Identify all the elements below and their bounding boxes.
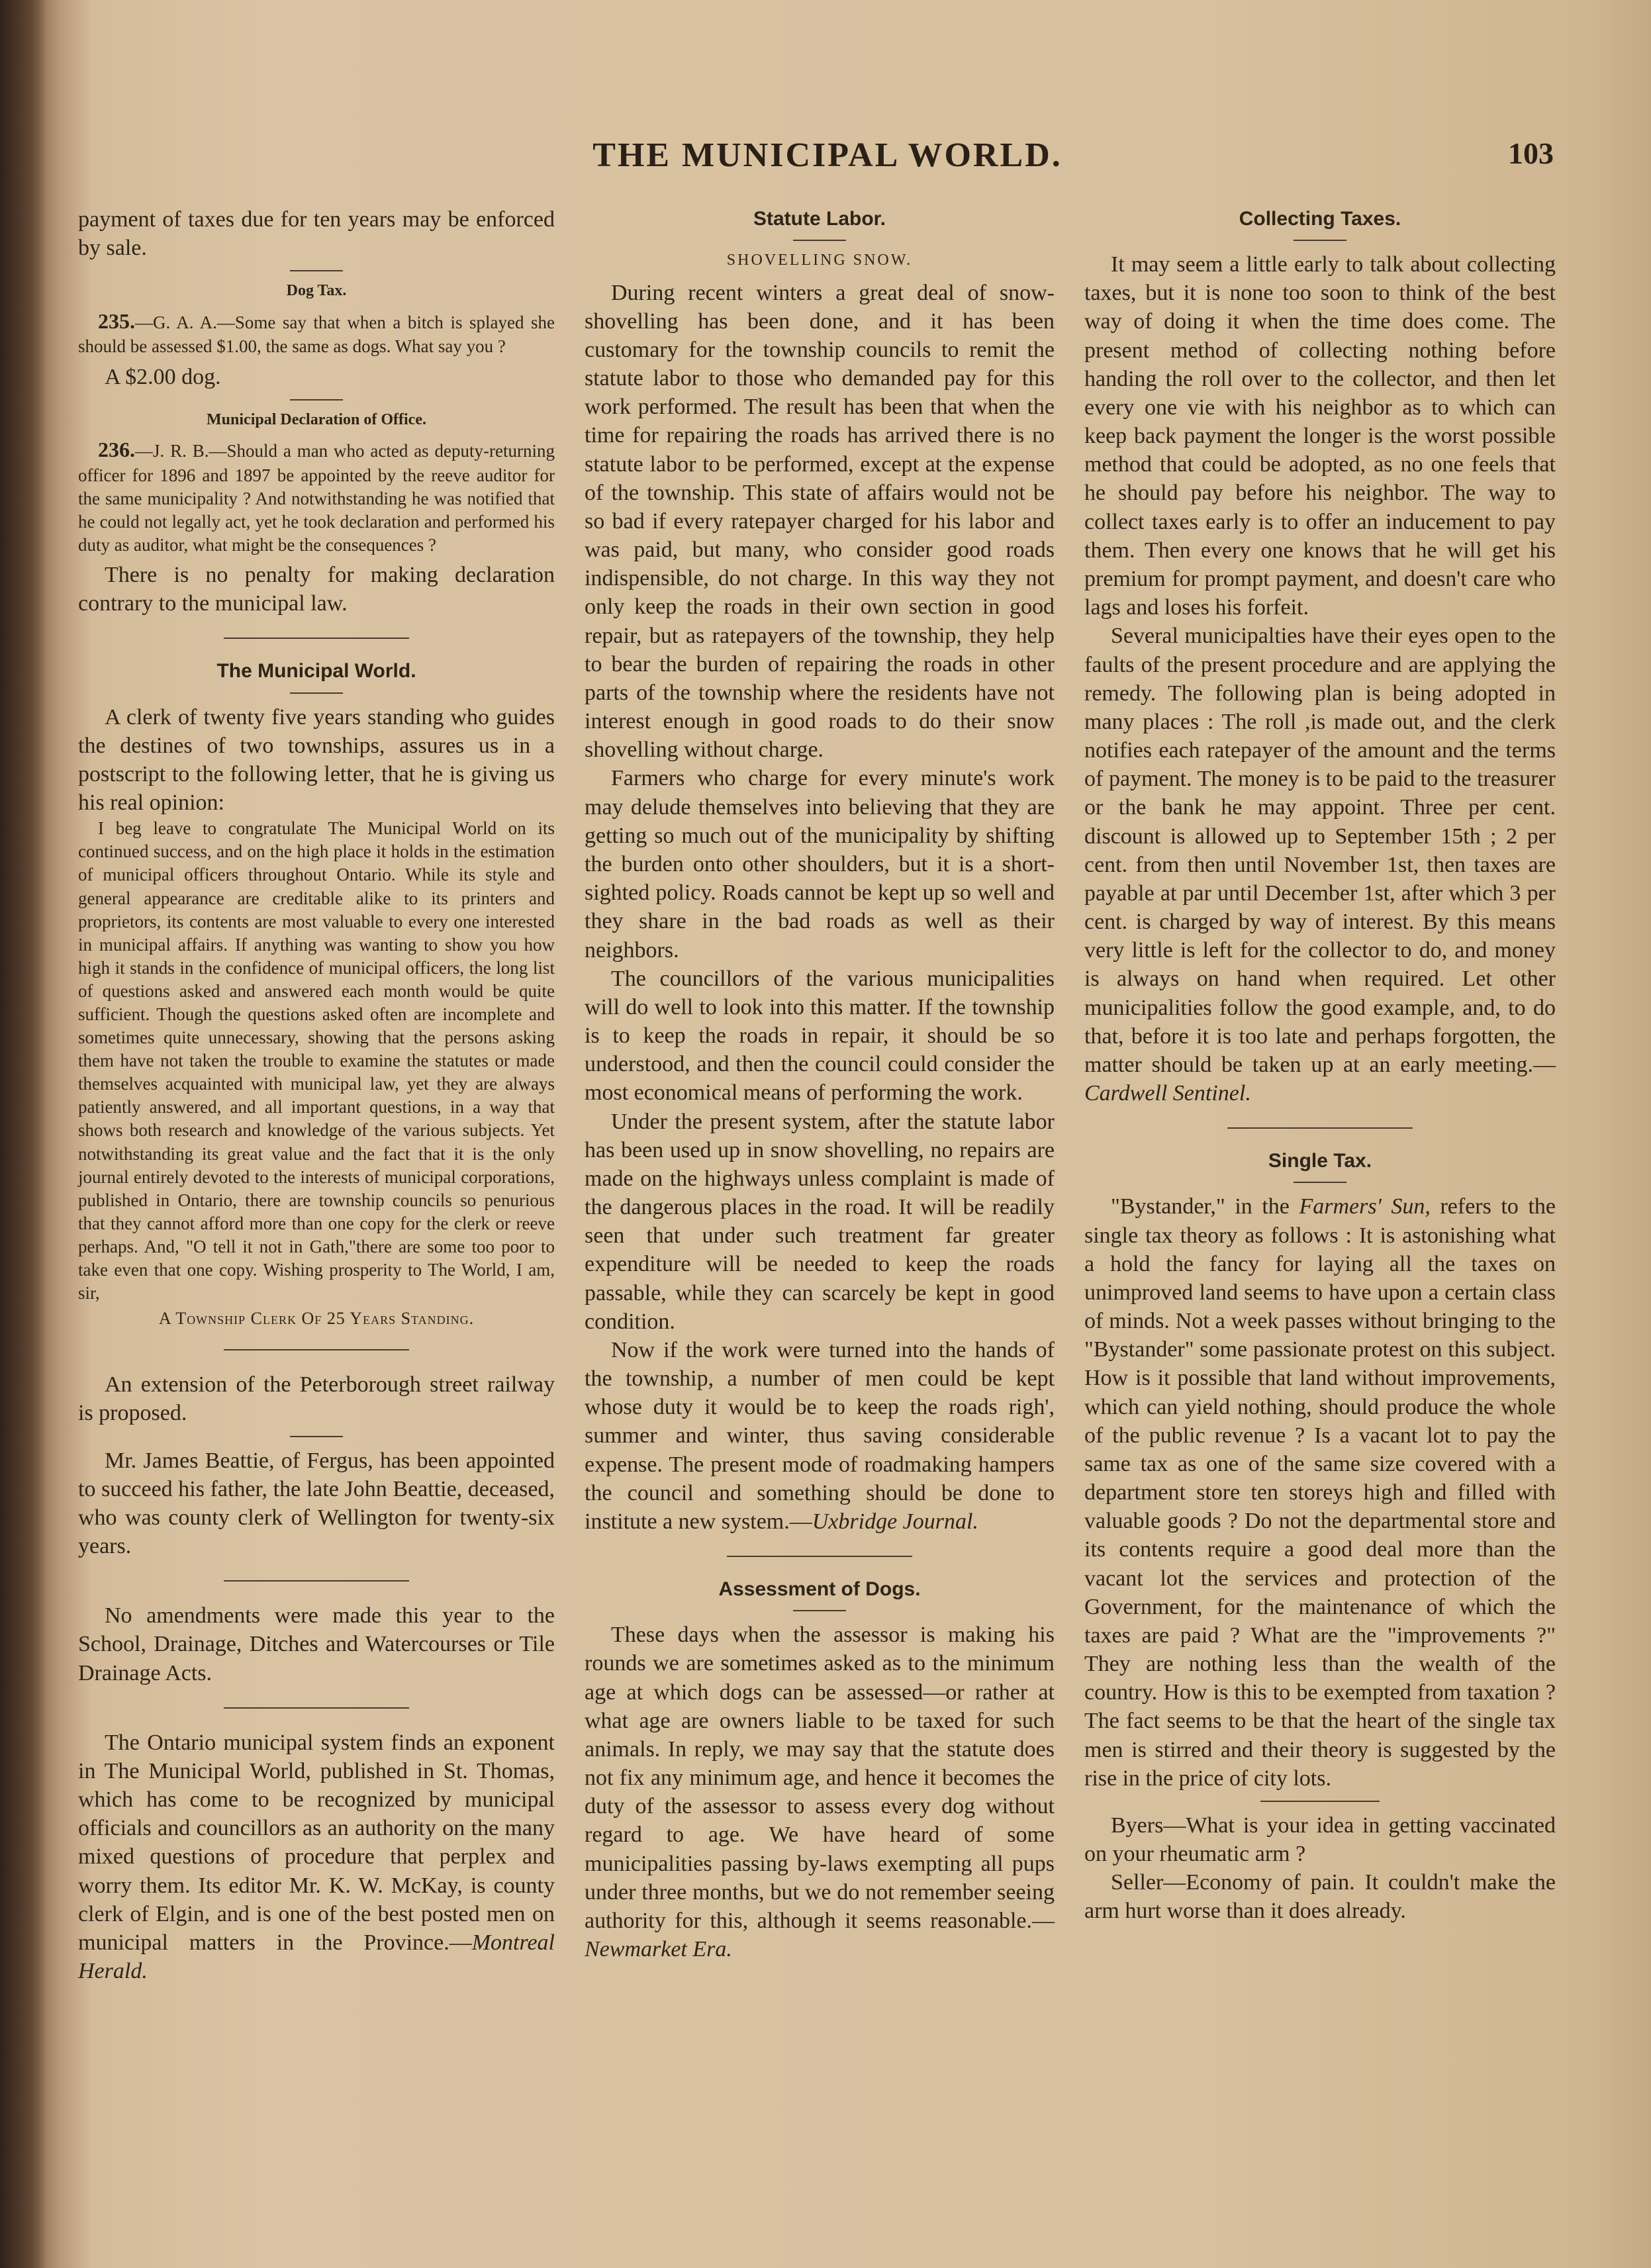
subheading-shovelling-snow: SHOVELLING SNOW. (726, 252, 913, 269)
divider (1294, 1182, 1346, 1183)
divider-long (727, 1556, 912, 1557)
paragraph-beattie: Mr. James Beattie, of Fergus, has been appointed to succeed his father, the late John Beattie, deceased, who was county clerk of Wellington for twenty-six years. (78, 1448, 555, 1559)
column-2 (585, 205, 1055, 1963)
paragraph-ontario-system (78, 1728, 555, 1986)
joke-line-1: Byers—What is your idea in getting vaccinated on your rheumatic arm ? (1084, 1813, 1556, 1867)
divider-long (224, 1707, 409, 1709)
letter-signature: A Township Clerk Of 25 Years Standing. (158, 1309, 475, 1329)
heading-single-tax: Single Tax. (1268, 1150, 1372, 1172)
heading-collecting-taxes: Collecting Taxes. (1239, 208, 1401, 230)
page-number: 103 (1508, 136, 1554, 170)
paragraph-1: During recent winters a great deal of snow-shovelling has been done, and it has been customary for the township councils to remit the statute labor to those who demanded pay for this work performed. The result has been that when the time for repairing the roads has arrived there is no statute labor to be performed, except at the expense of the township. This state of affairs would not be so bad if every ratepayer charged for his labor and was paid, but many, who consider good roads indispensible, do not charge. In this way they not only keep the roads in their own section in good repair, but as ratepayers of the township, they help to bear the burden of repairing the roads in other parts of the township where the residents have not interest enough in good roads to do their snow shovelling without charge. (585, 280, 1055, 763)
divider (1294, 240, 1346, 241)
divider-long (224, 1580, 409, 1582)
paragraph-1: It may seem a little early to talk about collecting taxes, but it is none too soon to think of the best way of doing it when the time does come. The present method of collecting nothing before handing the roll over to the collector, and then let every one vie with his neighbor as to which can keep back payment the longer is the worst possible method that could be adopted, as no one feels that he should pay before his neighbor. The way to collect taxes early is to offer an inducement to pay them. Then every one knows that he will get his premium for prompt payment, and doesn't care who lags and loses his forfeit. (1084, 252, 1556, 620)
source-attribution: Uxbridge Journal. (812, 1509, 978, 1534)
book-spine-shadow (0, 0, 46, 2268)
paragraph-text: These days when the assessor is making his rounds we are sometimes asked as to the minimum age at which dogs can be assessed—or rather at what age are owners liable to be taxed for such animals. In reply, we may say that the statute does not fix any minimum age, and hence it becomes the duty of the assessor to assess every dog without regard to age. We have heard of some municipalities passing by-laws exempting all pups under three months, but we do not remember seeing authority for this, although it seems reasonable.— (585, 1623, 1055, 1933)
source-attribution: Newmarket Era. (585, 1937, 732, 1962)
paragraph-2: Farmers who charge for every minute's work may delude themselves into believing that they are getting so much out of the municipality by shifting the burden onto other shoulders, but it is a short-sighted policy. Roads cannot be kept up so well and they share in the bad roads as well as their neighbors. (585, 766, 1055, 963)
paragraph-dogs (585, 1621, 1055, 1963)
divider-long (224, 1349, 409, 1350)
source-attribution: Montreal Herald. (78, 1930, 555, 1984)
divider-long (224, 638, 409, 639)
paragraph-text: Several municipalties have their eyes open to the faults of the present procedure and are applying the remedy. The following plan is being adopted in many places : The roll ,is made out, and the clerk notifies each ratepayer of the amount and the terms of payment. The money is to be paid to the treasurer or the bank he may appoint. Three per cent. discount is allowed up to September 15th ; 2 per cent. from then until November 1st, then taxes are payable at par until December 1st, after which 3 per cent. is charged by way of interest. By this means very little is left for the collector to do, and money is always on hand when required. Let other municipalities follow the good example, and, to do that, before it is too late and perhaps forgotten, the matter should be taken up at an early meeting.— (1084, 624, 1556, 1077)
answer-236: There is no penalty for making declaration contrary to the municipal law. (78, 563, 555, 616)
joke-line-2: Seller—Economy of pain. It couldn't make the arm hurt worse than it does already. (1084, 1870, 1556, 1924)
column-1 (78, 205, 555, 1985)
paragraph-4: Under the present system, after the statute labor has been used up in snow shovelling, no repairs are made on the highways unless complaint is made of the dangerous places in the road. It will be readily seen that under such treatment far greater expenditure will be needed to keep the roads passable, while they can scarcely be kept in good condition. (585, 1109, 1055, 1334)
heading-dog-tax: Dog Tax. (286, 282, 347, 300)
paragraph-5 (585, 1336, 1055, 1536)
divider-long (1227, 1127, 1413, 1129)
paragraph-3: The councillors of the various municipalities will do well to look into this matter. If the township is to keep the roads in repair, it should be so understood, and then the council could consider the most economical means of performing the work. (585, 966, 1055, 1106)
paragraph-clerk-letter-intro: A clerk of twenty five years standing who guides the destines of two townships, assures us in a postscript to the following letter, that he is giving us his real opinion: (78, 704, 555, 816)
paragraph-railway: An extension of the Peterborough street railway is proposed. (78, 1372, 555, 1426)
heading-assessment-of-dogs: Assessment of Dogs. (718, 1578, 921, 1601)
divider (1260, 1801, 1380, 1802)
divider (290, 692, 343, 694)
source-attribution: Farmers' Sun, (1299, 1194, 1431, 1219)
question-number: 236. (98, 438, 135, 462)
divider (793, 1610, 846, 1611)
question-236 (78, 436, 555, 557)
divider (290, 270, 343, 271)
question-text: —J. R. B.—Should a man who acted as deputy-returning officer for 1896 and 1897 be appointed by the reeve auditor for the same municipality ? And notwithstanding he was notified that he could not legally act, yet he took declaration and performed his duty as auditor, what might be the consequences ? (78, 441, 555, 555)
question-number: 235. (98, 308, 135, 333)
source-attribution: Cardwell Sentinel. (1084, 1081, 1251, 1106)
paragraph-amendments: No amendments were made this year to the School, Drainage, Ditches and Watercourses or Tile Drainage Acts. (78, 1603, 555, 1685)
page-header-title: THE MUNICIPAL WORLD. (592, 136, 1062, 174)
paragraph-text: The Ontario municipal system finds an exponent in The Municipal World, published in St. Thomas, which has come to be recognized by municipal officials and councillors as an authority on the many mixed questions of procedure that perplex and worry them. Its editor Mr. K. W. McKay, is county clerk of Elgin, and is one of the best posted men on municipal matters in the Province.— (78, 1730, 555, 1955)
divider (290, 1436, 343, 1437)
letter-text: I beg leave to congratulate The Municipal World on its continued success, and on the high place it holds in the estimation of municipal officers throughout Ontario. While its style and general appearance are creditable alike to its printers and proprietors, its contents are most valuable to every one interested in municipal affairs. If anything was wanting to show you how high it stands in the confidence of municipal officers, the long list of questions asked and answered each month would be quite sufficient. Though the questions asked often are incomplete and sometimes quite unnecessary, showing that the persons asking them have not taken the trouble to examine the statutes or made themselves acquainted with municipal law, yet they are always patiently answered, and all important questions, in a way that shows both research and knowledge of the various subjects. Yet notwithstanding its great value and the fact that it is the only journal entirely devoted to the interests of municipal corporations, published in Ontario, there are township councils so penurious that they cannot afford more than one copy for the clerk or reeve perhaps. And, "O tell it not in Gath,"there are some too poor to take even that one copy. Wishing prosperity to The World, I am, sir, (78, 818, 555, 1303)
paragraph-text: refers to the single tax theory as follows : It is astonishing what a hold the fancy for laying all the taxes on unimproved land seems to have upon a certain class of minds. Not a week passes without bringing to the "Bystander" some passionate protest on this subject. How is it possible that land without improvements, which can yield nothing, should produce the whole of the public revenue ? Is a vacant lot to pay the same tax as one of the same size covered with a department store ten storeys high and filled with valuable goods ? Do not the departmental store and its contents require a good deal more than the vacant lot the services and protection of the Government, for the maintenance of which the taxes are paid ? What are the "improvements ?" They are nothing less than the wealth of the country. How is this to be exempted from taxation ? The fact seems to be that the heart of the single tax men is stirred and their theory is suggested by the rise in the price of city lots. (1084, 1194, 1556, 1791)
paragraph-text: Now if the work were turned into the hands of the township, a number of men could be kept whose duty it would be to keep the roads righ', summer and winter, thus saving considerable expense. The present mode of roadmaking hampers the council and something should be done to institute a new system.— (585, 1337, 1055, 1534)
column-3 (1084, 205, 1556, 1926)
answer-235: A $2.00 dog. (105, 364, 221, 389)
heading-municipal-declaration: Municipal Declaration of Office. (207, 410, 426, 428)
heading-statute-labor: Statute Labor. (753, 208, 886, 230)
paragraph-single-tax (1084, 1192, 1556, 1793)
heading-municipal-world: The Municipal World. (216, 660, 416, 683)
paragraph-2 (1084, 622, 1556, 1108)
paragraph-text: "Bystander," in the (1111, 1194, 1299, 1219)
paragraph-continued: payment of taxes due for ten years may be enforced by sale. (78, 207, 555, 261)
divider (793, 240, 846, 241)
question-235 (78, 308, 555, 359)
question-text: —G. A. A.—Some say that when a bitch is splayed she should be assessed $1.00, the same as dogs. What say you ? (78, 312, 555, 357)
divider (290, 399, 343, 401)
